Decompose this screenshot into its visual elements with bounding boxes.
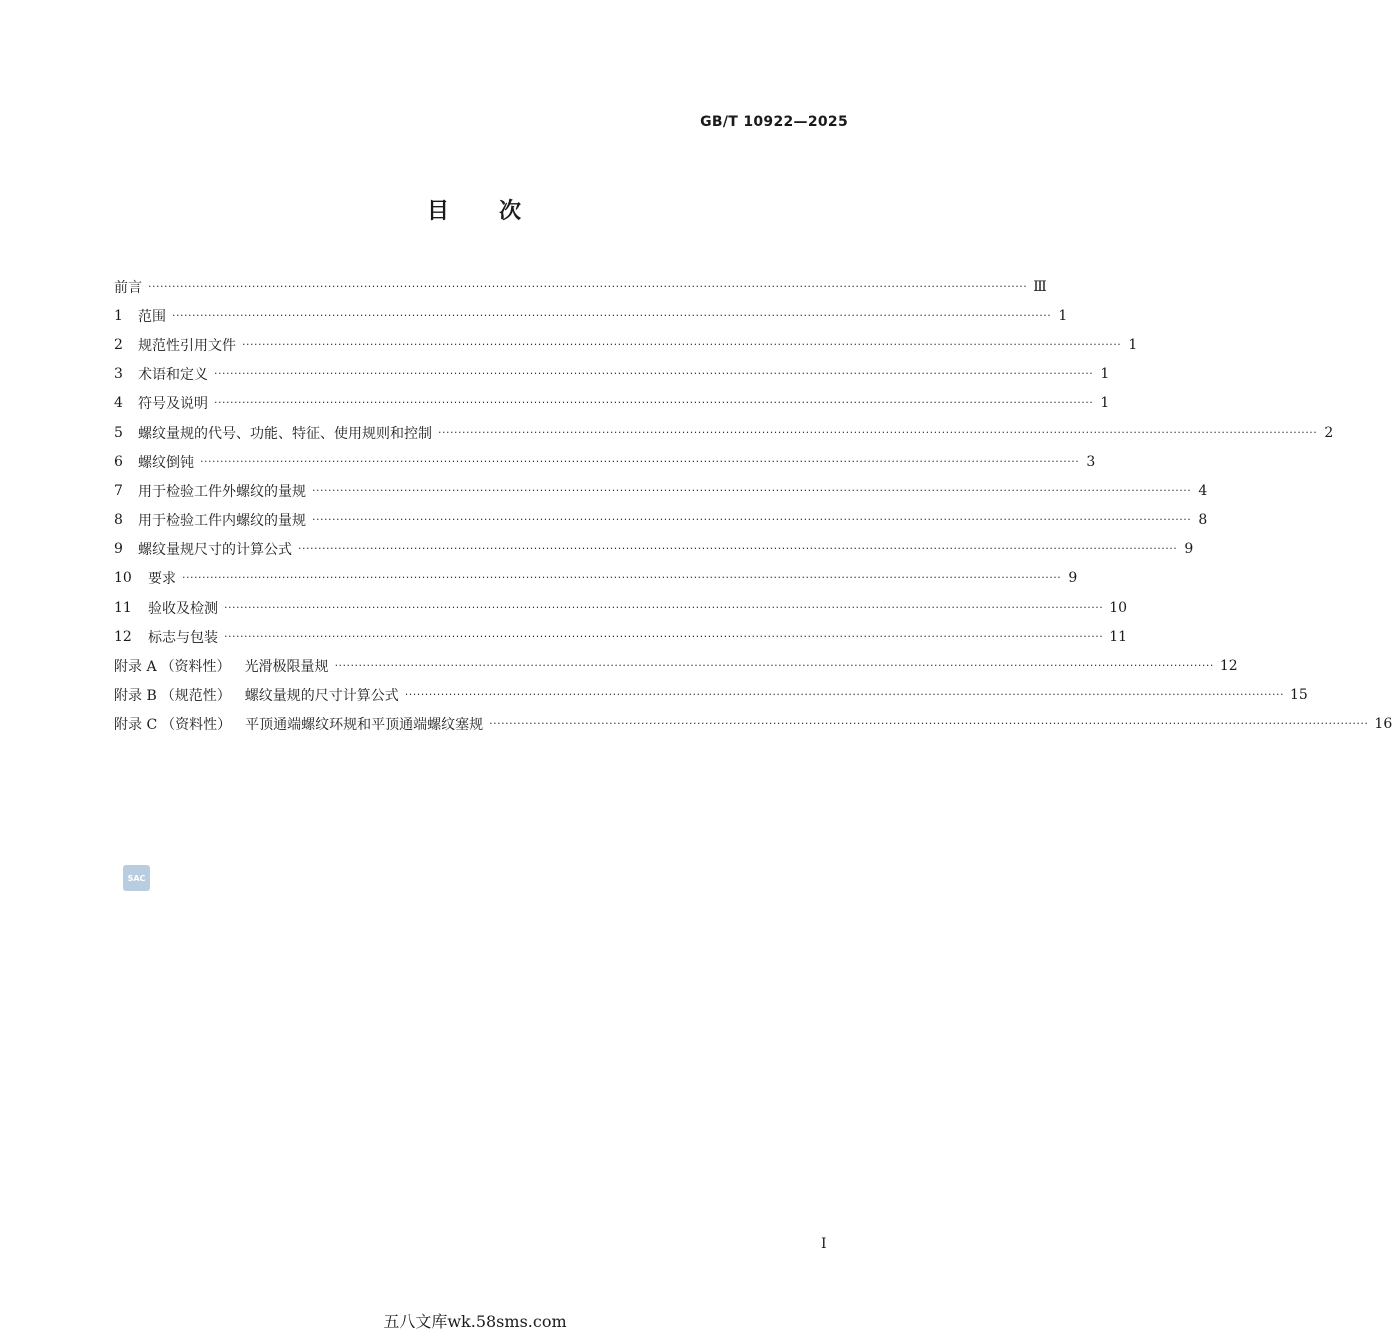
toc-annex-entry[interactable] [114, 681, 1308, 710]
toc-entry[interactable] [114, 389, 1110, 418]
sac-logo-text: SAC [127, 874, 146, 883]
footer-watermark[interactable]: 五八文库wk.58sms.com [383, 1312, 567, 1331]
page-number: I [821, 1236, 827, 1252]
annex-kind: （资料性） [161, 717, 232, 734]
annex-kind: （规范性） [160, 688, 231, 705]
table-of-contents [114, 272, 1392, 739]
toc-entry-title: 标志与包装 [148, 629, 218, 646]
toc-entry[interactable] [114, 593, 1128, 622]
toc-entry-page: 8 [1198, 512, 1208, 529]
toc-entry-number: 4 [114, 395, 123, 412]
toc-dot-leader: ···························································································································································································································· [214, 396, 1094, 410]
toc-entry[interactable] [114, 272, 1047, 301]
toc-entry-title: 验收及检测 [148, 600, 218, 617]
toc-entry-page: 9 [1068, 570, 1078, 587]
toc-entry-number: 2 [114, 336, 123, 353]
toc-title-char-1: 目 [426, 199, 451, 224]
toc-entry-number: 11 [114, 599, 132, 616]
toc-entry-title: 范围 [138, 308, 166, 325]
toc-entry-title: 规范性引用文件 [138, 337, 236, 354]
annex-page: 15 [1290, 687, 1308, 704]
annex-title: 螺纹量规的尺寸计算公式 [244, 688, 399, 705]
toc-entry-page: 3 [1086, 453, 1096, 470]
annex-page: 12 [1219, 658, 1238, 675]
toc-entry-page: 2 [1324, 424, 1334, 441]
toc-dot-leader: ···························································································································································································································· [200, 454, 1080, 468]
annex-label: 附录 C [114, 717, 158, 734]
toc-dot-leader: ···························································································································································································································· [312, 513, 1192, 527]
toc-entry-number: 3 [114, 366, 123, 383]
toc-entry-page: 1 [1058, 307, 1068, 324]
annex-title: 光滑极限量规 [244, 659, 329, 676]
toc-entry-title: 用于检验工件外螺纹的量规 [138, 483, 306, 500]
toc-entry-title: 术语和定义 [138, 367, 208, 384]
toc-entry-page: 1 [1100, 395, 1110, 412]
toc-entry-page: 9 [1184, 541, 1194, 558]
toc-title-char-2: 次 [499, 199, 524, 224]
toc-entry-number: 8 [114, 512, 123, 529]
toc-entry[interactable] [114, 330, 1138, 359]
toc-dot-leader: ···························································································································································································································· [214, 367, 1094, 381]
toc-entry[interactable] [114, 301, 1068, 330]
toc-entry-title: 要求 [148, 571, 176, 588]
toc-dot-leader: ···························································································································································································································· [242, 337, 1122, 351]
annex-label: 附录 B [114, 688, 157, 705]
toc-dot-leader: ···························································································································································································································· [224, 600, 1104, 614]
annex-page: 16 [1374, 716, 1392, 733]
toc-entry-title: 符号及说明 [138, 396, 208, 413]
toc-entry-page: 4 [1198, 482, 1208, 499]
toc-dot-leader: ···························································································································································································································· [148, 279, 1028, 293]
toc-entry-title: 用于检验工件内螺纹的量规 [138, 513, 306, 530]
sac-logo-icon [123, 865, 150, 891]
toc-entry[interactable] [114, 564, 1078, 593]
toc-entry-title: 螺纹量规尺寸的计算公式 [138, 542, 292, 559]
toc-entry-number: 5 [114, 424, 123, 441]
toc-entry-number: 12 [114, 628, 132, 645]
toc-dot-leader: ···························································································································································································································· [298, 542, 1178, 556]
toc-entry[interactable] [114, 418, 1334, 447]
toc-entry-page: 10 [1109, 599, 1128, 616]
toc-entry-number: 7 [114, 482, 123, 499]
toc-entry[interactable] [114, 506, 1208, 535]
annex-title: 平顶通端螺纹环规和平顶通端螺纹塞规 [245, 717, 484, 734]
toc-entry-page: Ⅲ [1033, 278, 1047, 295]
toc-dot-leader: ···························································································································································································································· [334, 659, 1214, 673]
toc-entry-title: 螺纹倒钝 [138, 454, 194, 471]
toc-dot-leader: ···························································································································································································································· [438, 425, 1318, 439]
toc-dot-leader: ···························································································································································································································· [172, 308, 1052, 322]
toc-entry-number: 1 [114, 307, 123, 324]
toc-entry-number: 10 [114, 570, 132, 587]
annex-label: 附录 A [114, 659, 157, 676]
toc-dot-leader: ···························································································································································································································· [312, 483, 1192, 497]
toc-entry[interactable] [114, 360, 1110, 389]
toc-dot-leader: ···························································································································································································································· [404, 688, 1284, 702]
toc-annex-entry[interactable] [114, 651, 1238, 680]
annex-kind: （资料性） [160, 659, 231, 676]
standard-code: GB/T 10922—2025 [700, 114, 848, 130]
toc-dot-leader: ···························································································································································································································· [489, 717, 1369, 731]
toc-entry-number: 9 [114, 541, 123, 558]
toc-entry-page: 1 [1100, 366, 1110, 383]
toc-entry-page: 1 [1128, 336, 1138, 353]
toc-entry[interactable] [114, 447, 1096, 476]
toc-entry-page: 11 [1109, 628, 1128, 645]
toc-title [0, 194, 950, 225]
toc-entry[interactable] [114, 622, 1128, 651]
toc-entry-title: 前言 [114, 279, 142, 296]
toc-dot-leader: ···························································································································································································································· [182, 571, 1062, 585]
toc-entry[interactable] [114, 535, 1194, 564]
toc-entry[interactable] [114, 476, 1208, 505]
toc-dot-leader: ···························································································································································································································· [224, 629, 1104, 643]
toc-annex-entry[interactable] [114, 710, 1392, 739]
toc-entry-title: 螺纹量规的代号、功能、特征、使用规则和控制 [138, 425, 432, 442]
toc-entry-number: 6 [114, 453, 123, 470]
